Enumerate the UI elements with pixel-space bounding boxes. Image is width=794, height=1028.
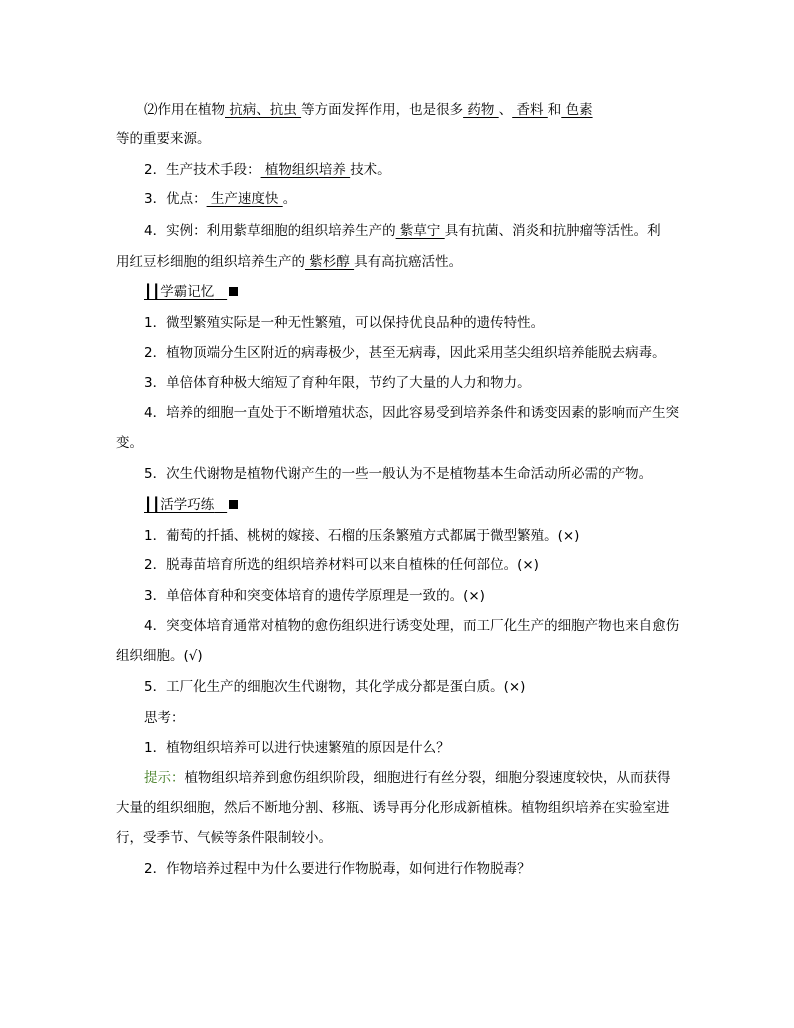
question-1: 1．植物组织培养可以进行快速繁殖的原因是什么？ xyxy=(144,740,450,756)
text: 等方面发挥作用，也是很多 xyxy=(301,102,464,118)
text: 。 xyxy=(282,191,297,207)
blank-answer: 抗病、抗虫 xyxy=(225,102,302,118)
practice-item: 5．工厂化生产的细胞次生代谢物，其化学成分都是蛋白质。(×) xyxy=(144,679,526,695)
hint-label: 提示： xyxy=(144,770,185,786)
memory-item: 4．培养的细胞一直处于不断增殖状态，因此容易受到培养条件和诱变因素的影响而产生突 xyxy=(144,405,680,421)
paragraph-function-cont: 等的重要来源。 xyxy=(116,131,211,147)
section-title: ┃┃活学巧练 xyxy=(144,497,215,513)
paragraph-function xyxy=(144,101,714,119)
practice-item-cont: 组织细胞。(√) xyxy=(116,648,203,664)
text: 、 xyxy=(498,102,513,118)
practice-item: 3．单倍体育种和突变体培育的遗传学原理是一致的。(×) xyxy=(144,588,485,604)
text: 植物组织培养到愈伤组织阶段，细胞进行有丝分裂，细胞分裂速度较快，从而获得 xyxy=(184,770,671,786)
answer-1-cont: 行，受季节、气候等条件限制较小。 xyxy=(116,830,332,846)
text: 具有抗菌、消炎和抗肿瘤等活性。利 xyxy=(444,223,661,239)
section-title: ┃┃学霸记忆 xyxy=(144,284,215,300)
text: 和 xyxy=(547,102,562,118)
section-heading-practice xyxy=(144,496,714,514)
answer-1 xyxy=(144,769,714,787)
memory-item-cont: 变。 xyxy=(116,435,143,451)
memory-item: 1．微型繁殖实际是一种无性繁殖，可以保持优良品种的遗传特性。 xyxy=(144,315,545,331)
question-2: 2．作物培养过程中为什么要进行作物脱毒，如何进行作物脱毒？ xyxy=(144,861,531,877)
text: 用红豆杉细胞的组织培养生产的 xyxy=(116,254,305,270)
blank-answer: 香料 xyxy=(512,102,548,118)
item-example-cont xyxy=(116,253,686,271)
square-icon xyxy=(229,287,238,296)
blank-answer: 紫杉醇 xyxy=(305,254,355,270)
text: 4．实例：利用紫草细胞的组织培养生产的 xyxy=(144,223,396,239)
text: 2．生产技术手段： xyxy=(144,162,261,178)
blank-answer: 生产速度快 xyxy=(206,191,283,207)
practice-item: 2．脱毒苗培育所选的组织培养材料可以来自植株的任何部位。(×) xyxy=(144,557,539,573)
blank-answer: 植物组织培养 xyxy=(260,162,351,178)
answer-1-cont: 大量的组织细胞，然后不断地分割、移瓶、诱导再分化形成新植株。植物组织培养在实验室进 xyxy=(116,800,670,816)
item-technique xyxy=(144,161,714,179)
practice-item: 4．突变体培育通常对植物的愈伤组织进行诱变处理，而工厂化生产的细胞产物也来自愈伤 xyxy=(144,618,680,634)
memory-item: 2．植物顶端分生区附近的病毒极少，甚至无病毒，因此采用茎尖组织培养能脱去病毒。 xyxy=(144,345,666,361)
item-advantage xyxy=(144,190,714,208)
section-heading-memory xyxy=(144,283,714,301)
blank-answer: 色素 xyxy=(561,102,593,118)
square-icon xyxy=(229,500,238,509)
blank-answer: 紫草宁 xyxy=(395,223,445,239)
memory-item: 3．单倍体育种极大缩短了育种年限，节约了大量的人力和物力。 xyxy=(144,375,531,391)
text: 技术。 xyxy=(350,162,391,178)
blank-answer: 药物 xyxy=(463,102,499,118)
text: 具有高抗癌活性。 xyxy=(354,254,463,270)
memory-item: 5．次生代谢物是植物代谢产生的一些一般认为不是植物基本生命活动所必需的产物。 xyxy=(144,466,653,482)
practice-item: 1．葡萄的扦插、桃树的嫁接、石榴的压条繁殖方式都属于微型繁殖。(×) xyxy=(144,528,580,544)
think-label: 思考： xyxy=(144,710,185,726)
text: 3．优点： xyxy=(144,191,207,207)
text: ⑵作用在植物 xyxy=(144,102,225,118)
item-example xyxy=(144,222,714,240)
